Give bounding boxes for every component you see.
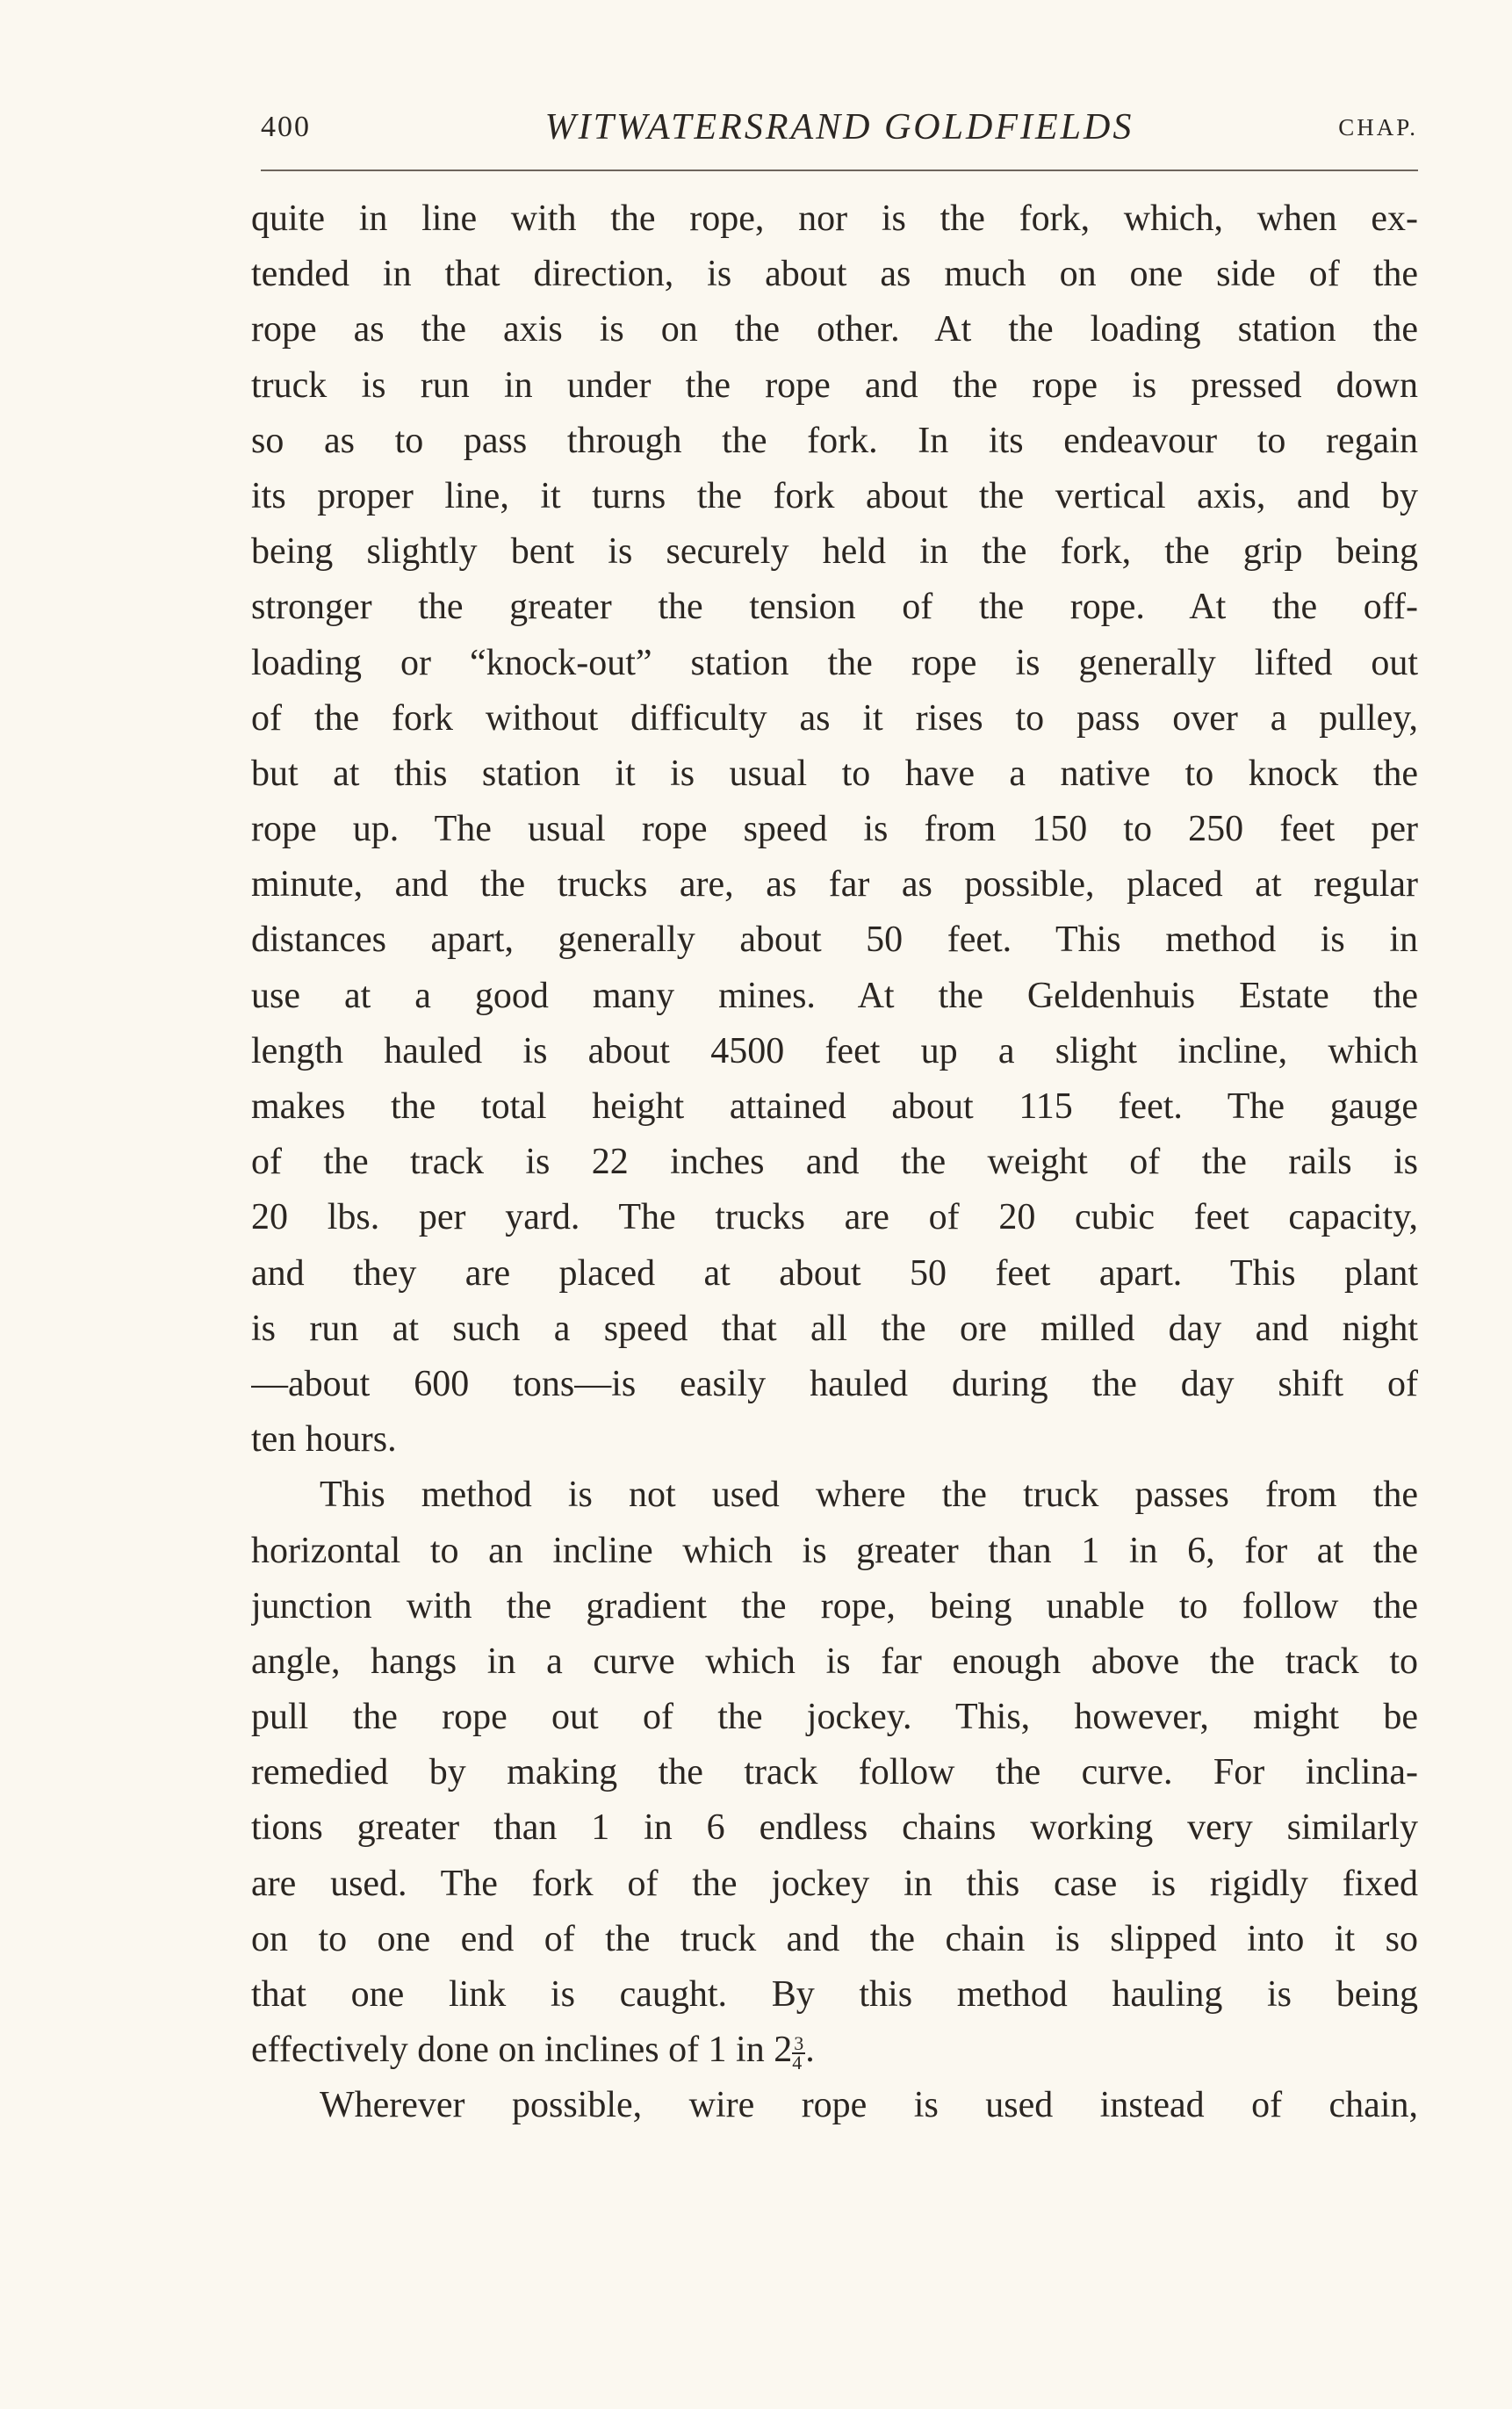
fraction-denominator: 4 <box>792 2051 803 2074</box>
text-line: length hauled is about 4500 feet up a slight incline, which <box>251 1030 1418 1071</box>
text-line: is run at such a speed that all the ore milled day and night <box>251 1308 1418 1349</box>
text-line: pull the rope out of the jockey. This, however, might be <box>251 1697 1418 1738</box>
header-rule <box>261 169 1418 171</box>
fraction-three-quarters <box>792 2031 805 2074</box>
text-line: and they are placed at about 50 feet apart. This plant <box>251 1252 1418 1294</box>
text-line: but at this station it is usual to have a native to knock the <box>251 753 1418 794</box>
fraction-numerator: 3 <box>794 2031 804 2054</box>
text-line: tended in that direction, is about as much on one side of the <box>251 254 1418 295</box>
text-line: horizontal to an incline which is greater than 1 in 6, for at the <box>251 1530 1418 1571</box>
text-line: remedied by making the track follow the curve. For inclina- <box>251 1752 1418 1793</box>
paragraph-end-line: ten hours. <box>251 1419 397 1461</box>
text-line: 20 lbs. per yard. The trucks are of 20 cubic feet capacity, <box>251 1197 1418 1238</box>
text-line: minute, and the trucks are, as far as possible, placed at regular <box>251 864 1418 905</box>
text-line: that one link is caught. By this method hauling is being <box>251 1974 1418 2015</box>
line-end-punctuation: . <box>805 2030 815 2071</box>
text-line: are used. The fork of the jockey in this case is rigidly fixed <box>251 1863 1418 1904</box>
paragraph-start-line: This method is not used where the truck passes from the <box>320 1475 1418 1516</box>
text-line: being slightly bent is securely held in the fork, the grip being <box>251 531 1418 573</box>
text-line: —about 600 tons—is easily hauled during the day shift of <box>251 1363 1418 1404</box>
paragraph-end-line <box>251 2023 1418 2078</box>
text-line: on to one end of the truck and the chain is slipped into it so <box>251 1918 1418 1959</box>
paragraph-start-line: Wherever possible, wire rope is used instead of chain, <box>320 2085 1418 2126</box>
text-line: its proper line, it turns the fork about the vertical axis, and by <box>251 475 1418 516</box>
body-text <box>251 191 1418 2134</box>
text-line: junction with the gradient the rope, being unable to follow the <box>251 1585 1418 1626</box>
text-line: tions greater than 1 in 6 endless chains working very similarly <box>251 1807 1418 1849</box>
text-line: makes the total height attained about 115 feet. The gauge <box>251 1086 1418 1127</box>
text-line: angle, hangs in a curve which is far enough above the track to <box>251 1641 1418 1682</box>
text-line: distances apart, generally about 50 feet. This method is in <box>251 920 1418 961</box>
text-line: rope as the axis is on the other. At the loading station the <box>251 309 1418 350</box>
text-line: of the track is 22 inches and the weight of the rails is <box>251 1142 1418 1183</box>
text-line: loading or “knock-out” station the rope is generally lifted out <box>251 642 1418 683</box>
text-line: stronger the greater the tension of the rope. At the off- <box>251 587 1418 628</box>
text-line: of the fork without difficulty as it rises to pass over a pulley, <box>251 697 1418 739</box>
running-head <box>261 104 1418 151</box>
text-line: so as to pass through the fork. In its endeavour to regain <box>251 420 1418 461</box>
text-line: use at a good many mines. At the Geldenhuis Estate the <box>251 975 1418 1016</box>
running-title: WITWATERSRAND GOLDFIELDS <box>544 107 1134 148</box>
text-line: quite in line with the rope, nor is the fork, which, when ex- <box>251 198 1418 239</box>
text-line: rope up. The usual rope speed is from 150 to 250 feet per <box>251 809 1418 850</box>
text-line: truck is run in under the rope and the rope is pressed down <box>251 364 1418 406</box>
chapter-label: CHAP. <box>1338 114 1418 141</box>
page-number: 400 <box>261 111 311 143</box>
line-text: effectively done on inclines of 1 in 2 <box>251 2030 793 2071</box>
